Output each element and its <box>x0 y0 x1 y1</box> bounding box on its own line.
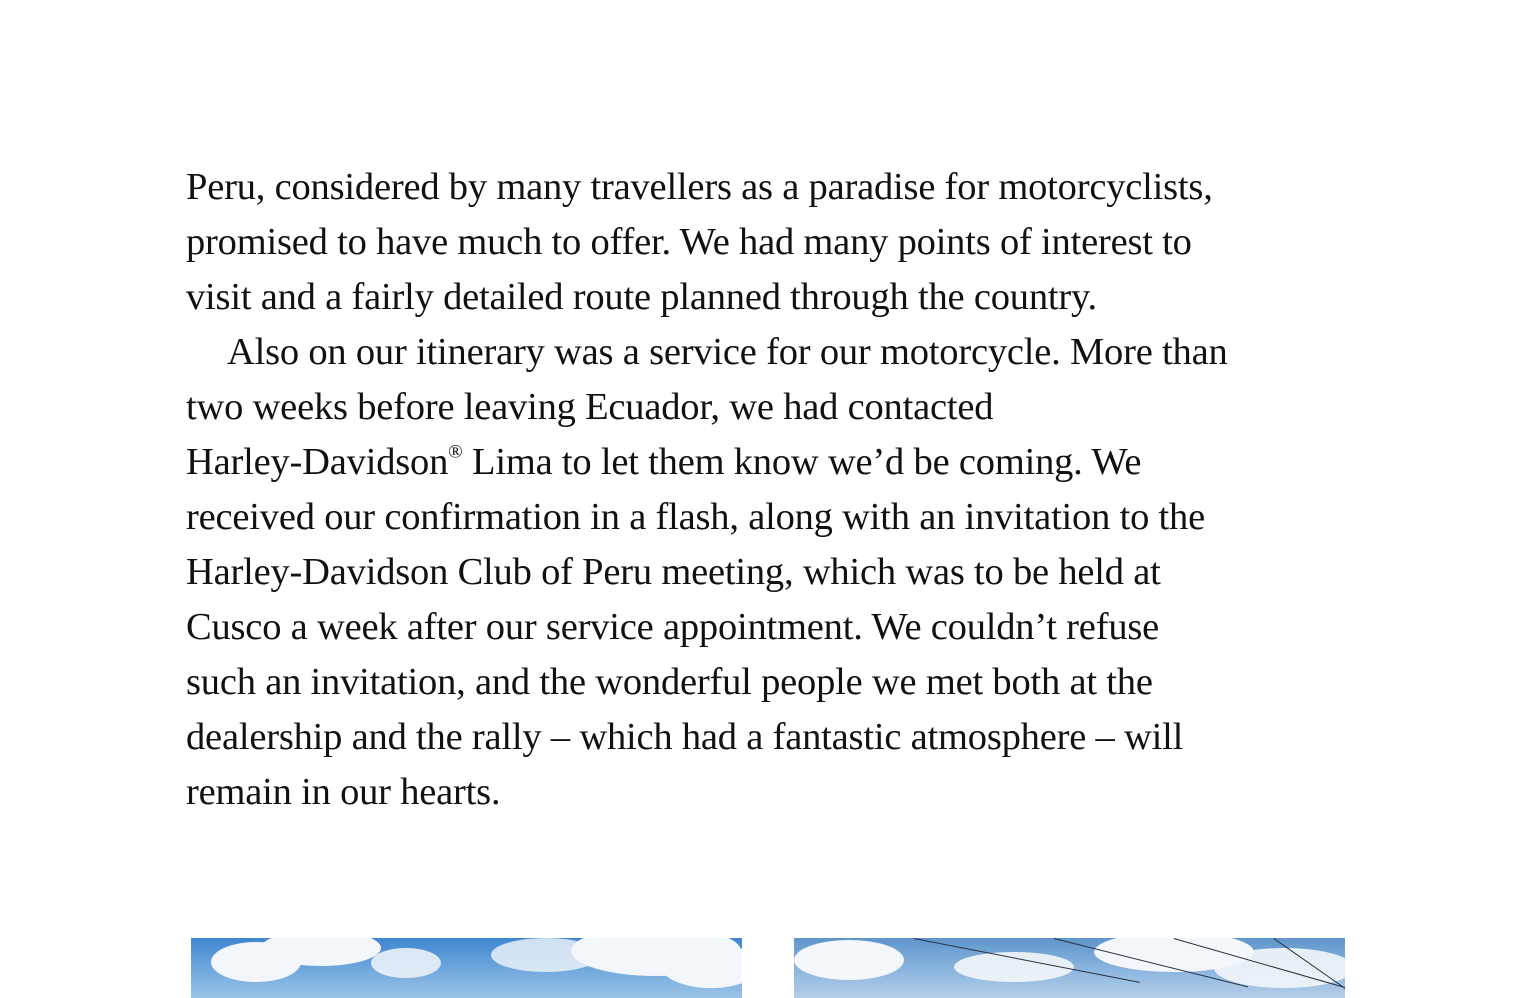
paragraph-2-line-7: such an invitation, and the wonderful people we met both at the <box>186 661 1153 703</box>
paragraph-2-line-3-rest: Lima to let them know we’d be coming. We <box>462 441 1142 483</box>
paragraph-2-line-1: Also on our itinerary was a service for our motorcycle. More than <box>227 331 1228 373</box>
photo-left <box>191 938 742 998</box>
registered-mark: ® <box>448 441 463 463</box>
paragraph-2-line-9: remain in our hearts. <box>186 771 501 813</box>
cloud-shape <box>371 948 441 978</box>
paragraph-1-line-1: Peru, considered by many travellers as a paradise for motorcyclists, <box>186 166 1213 208</box>
paragraph-2-line-3 <box>186 435 1356 490</box>
paragraph-2-line-8: dealership and the rally – which had a fantastic atmosphere – will <box>186 716 1184 758</box>
cloud-shape <box>661 944 742 988</box>
paragraph-1-line-2: promised to have much to offer. We had many points of interest to <box>186 221 1192 263</box>
cloud-shape <box>794 940 904 980</box>
paragraph-2-line-4: received our confirmation in a flash, along with an invitation to the <box>186 496 1205 538</box>
paragraph-1-line-3: visit and a fairly detailed route planned through the country. <box>186 276 1097 318</box>
photo-right <box>794 938 1345 998</box>
brand-name: Harley-Davidson <box>186 441 449 483</box>
article-body <box>186 160 1356 820</box>
paragraph-2-line-2: two weeks before leaving Ecuador, we had contacted <box>186 386 994 428</box>
paragraph-2-line-6: Cusco a week after our service appointment. We couldn’t refuse <box>186 606 1160 648</box>
paragraph-2-line-5: Harley-Davidson Club of Peru meeting, which was to be held at <box>186 551 1161 593</box>
